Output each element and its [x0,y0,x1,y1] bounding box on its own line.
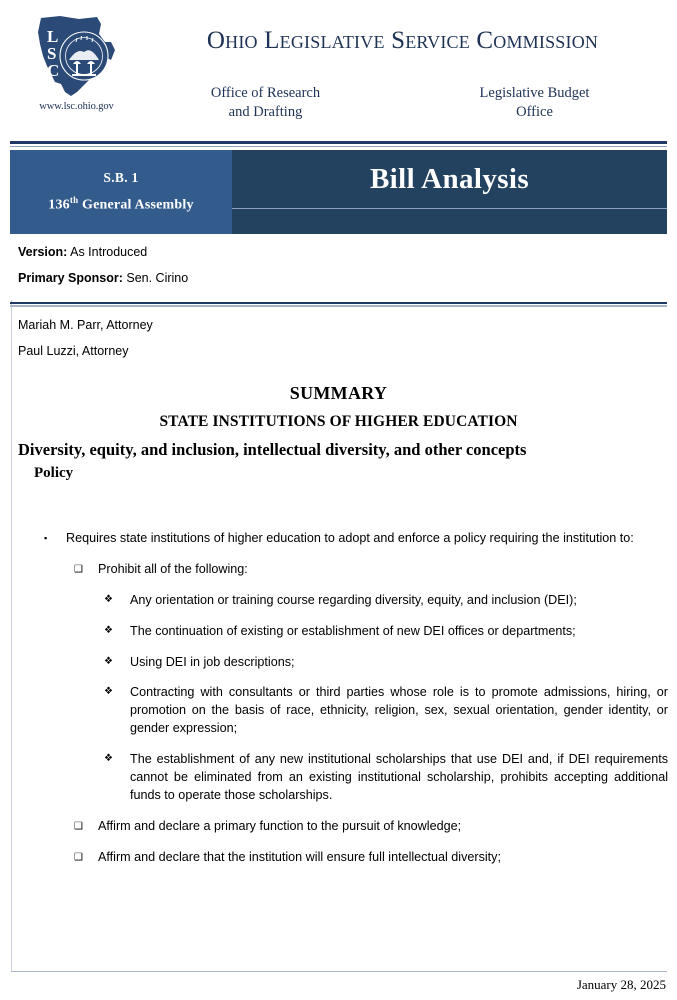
bullet-text: Prohibit all of the following: [98,561,248,576]
concept-heading: Diversity, equity, and inclusion, intellectual diversity, and other concepts [18,440,527,459]
author-item: Mariah M. Parr, Attorney [18,318,153,332]
summary-bullet-list [18,530,668,879]
legislative-budget-office-label [437,84,632,121]
bullet-marker-level-3-icon: ❖ [104,686,113,698]
header-rule-thin [10,146,667,147]
ohio-state-outline-icon [27,12,127,100]
bullet-text: Contracting with consultants or third parties whose role is to promote admissions, hiring, or promotion on the basis of race, ethnicity, religion, sex, sexual orientation, gender identity, or gender expression; [130,685,668,736]
organization-title: Ohio Legislative Service Commission [206,27,599,54]
header-rule-thick [10,141,667,144]
banner-inner-divider [232,208,667,209]
bullet-text: Affirm and declare that the institution will ensure full intellectual diversity; [98,849,501,864]
summary-heading: SUMMARY [289,383,388,403]
metadata-rule-light [10,305,667,307]
bullet-marker-level-3-icon: ❖ [104,655,113,667]
bullet-item-level-3 [104,654,668,672]
bullet-item-level-2 [74,849,668,867]
document-type-panel [232,150,667,234]
bullet-item-level-3 [104,684,668,738]
bullet-item-level-3 [104,623,668,641]
left-margin-rule [11,300,12,972]
svg-text:L: L [46,27,58,46]
lsc-logo [14,12,139,112]
assembly-ordinal: th [69,195,79,206]
masthead [0,0,677,138]
lsc-website-url: www.lsc.ohio.gov [39,101,114,112]
footer-date: January 28, 2025 [576,977,666,992]
budget-office-line2: Office [516,103,553,120]
sponsor-row [18,272,188,285]
bill-identifier-panel [10,150,232,234]
svg-text:S: S [46,44,56,63]
bullet-marker-level-1-icon: ▪ [44,533,48,543]
summary-headings [18,383,659,482]
bullet-text: Any orientation or training course regarding diversity, equity, and inclusion (DEI); [130,592,577,607]
author-item: Paul Luzzi, Attorney [18,343,129,358]
budget-office-line1: Legislative Budget [479,85,590,101]
bullet-text: The continuation of existing or establishment of new DEI offices or departments; [130,623,576,638]
general-assembly-label [48,195,193,214]
sponsor-label: Primary Sponsor: [18,270,123,285]
office-research-line2: and Drafting [228,103,303,120]
office-of-research-label [168,84,363,121]
bullet-marker-level-2-icon: ❑ [74,851,83,863]
assembly-text: General Assembly [82,197,194,213]
bullet-marker-level-3-icon: ❖ [104,593,113,605]
bullet-marker-level-2-icon: ❑ [74,563,83,575]
version-value: As Introduced [70,245,148,259]
bullet-text: The establishment of any new institutional scholarships that use DEI and, if DEI requirements cannot be eliminated from an existing institutional scholarship, prohibits accepting additional funds to operate those scholarships. [130,752,668,802]
bullet-text: Affirm and declare a primary function to the pursuit of knowledge; [98,818,462,833]
bullet-item-level-1 [44,530,668,548]
bullet-item-level-2 [74,818,668,836]
version-row [18,246,188,259]
bill-number: S.B. 1 [103,170,139,186]
bullet-marker-level-2-icon: ❑ [74,820,83,832]
metadata-rule-dark [10,302,667,304]
version-label: Version: [18,245,68,259]
bill-banner [10,150,667,234]
bullet-marker-level-3-icon: ❖ [104,624,113,636]
assembly-number: 136 [48,197,70,213]
office-research-line1: Office of Research [210,85,321,101]
footer-rule [11,971,667,972]
topic-heading: STATE INSTITUTIONS OF HIGHER EDUCATION [159,413,518,430]
author-list [18,319,153,370]
sponsor-value: Sen. Cirino [126,270,189,285]
bullet-item-level-3 [104,751,668,805]
bullet-item-level-2 [74,561,668,579]
bullet-marker-level-3-icon: ❖ [104,753,113,764]
bill-metadata [18,246,188,297]
bullet-item-level-3 [104,592,668,610]
bullet-text: Requires state institutions of higher education to adopt and enforce a policy requiring the institution to: [66,531,634,545]
bullet-text: Using DEI in job descriptions; [130,654,295,669]
document-type-title: Bill Analysis [369,162,530,195]
svg-text:C: C [46,61,59,80]
policy-subheading: Policy [34,465,74,482]
